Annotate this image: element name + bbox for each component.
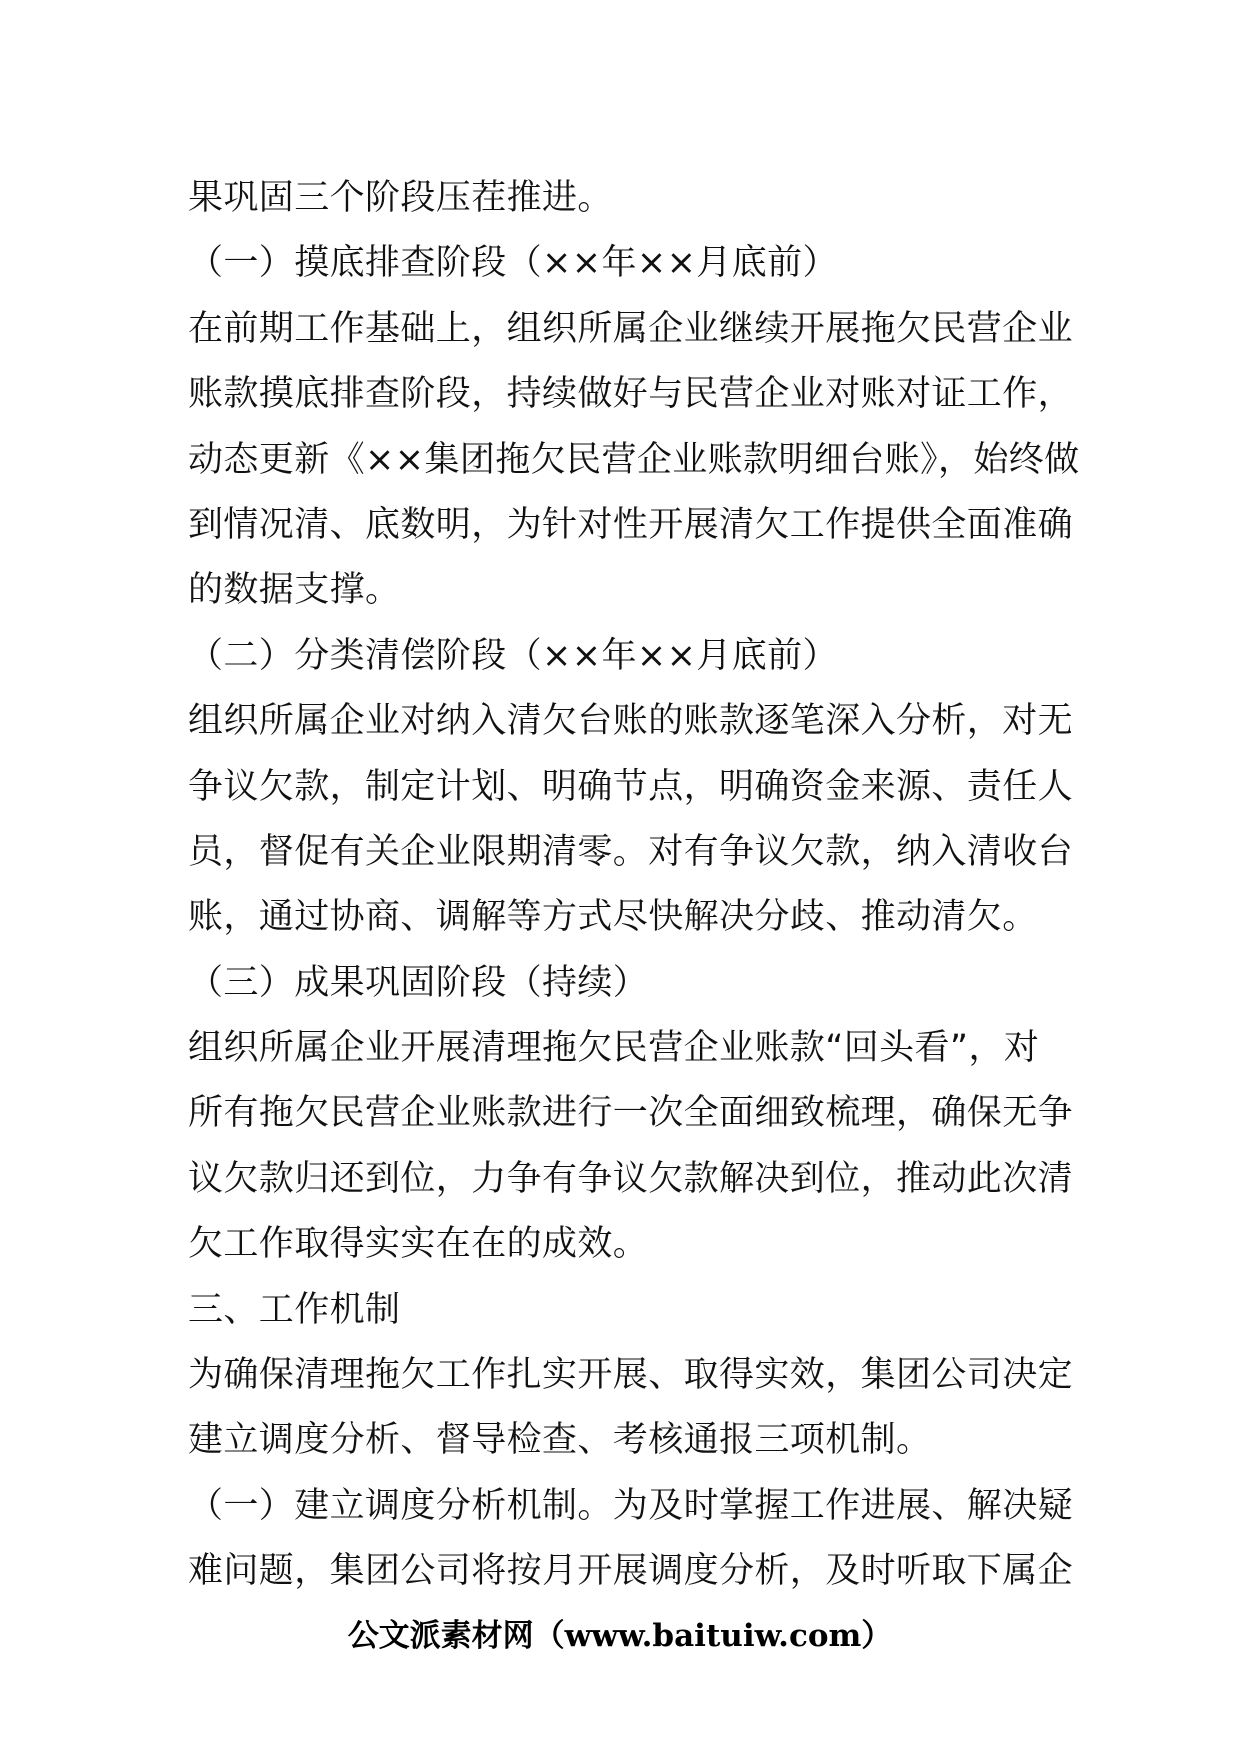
section-heading: 三、工作机制 <box>188 1289 401 1330</box>
text-line: 果巩固三个阶段压茬推进。 <box>188 178 613 218</box>
text-line: 在前期工作基础上，组织所属企业继续开展拖欠民营企业 <box>188 308 1074 349</box>
text-line: 争议欠款，制定计划、明确节点，明确资金来源、责任人 <box>188 766 1074 807</box>
section-heading: （一）摸底排查阶段（××年××月底前） <box>188 243 838 284</box>
text-line: 欠工作取得实实在在的成效。 <box>188 1224 649 1265</box>
text-line: 员，督促有关企业限期清零。对有争议欠款，纳入清收台 <box>188 831 1074 872</box>
section-heading: （三）成果巩固阶段（持续） <box>188 962 649 1003</box>
text-line: 建立调度分析、督导检查、考核通报三项机制。 <box>188 1420 932 1461</box>
text-line: 议欠款归还到位，力争有争议欠款解决到位，推动此次清 <box>188 1158 1074 1199</box>
footer-watermark: 公文派素材网（www.baituiw.com） <box>347 1618 893 1654</box>
text-line: 为确保清理拖欠工作扎实开展、取得实效，集团公司决定 <box>188 1355 1074 1396</box>
text-line: 账款摸底排查阶段，持续做好与民营企业对账对证工作， <box>188 374 1074 415</box>
text-line: 组织所属企业开展清理拖欠民营企业账款“回头看”，对 <box>188 1028 1040 1069</box>
text-line: 的数据支撑。 <box>188 570 401 611</box>
text-line: （一）建立调度分析机制。为及时掌握工作进展、解决疑 <box>188 1485 1074 1526</box>
text-line: 到情况清、底数明，为针对性开展清欠工作提供全面准确 <box>188 504 1074 545</box>
text-line: 难问题，集团公司将按月开展调度分析，及时听取下属企 <box>188 1551 1074 1592</box>
section-heading: （二）分类清偿阶段（××年××月底前） <box>188 635 838 676</box>
text-line: 动态更新《××集团拖欠民营企业账款明细台账》，始终做 <box>188 439 1080 480</box>
document-body <box>188 166 1080 1605</box>
text-line: 组织所属企业对纳入清欠台账的账款逐笔深入分析，对无 <box>188 701 1074 742</box>
text-line: 账，通过协商、调解等方式尽快解决分歧、推动清欠。 <box>188 897 1038 938</box>
text-line: 所有拖欠民营企业账款进行一次全面细致梳理，确保无争 <box>188 1093 1074 1134</box>
